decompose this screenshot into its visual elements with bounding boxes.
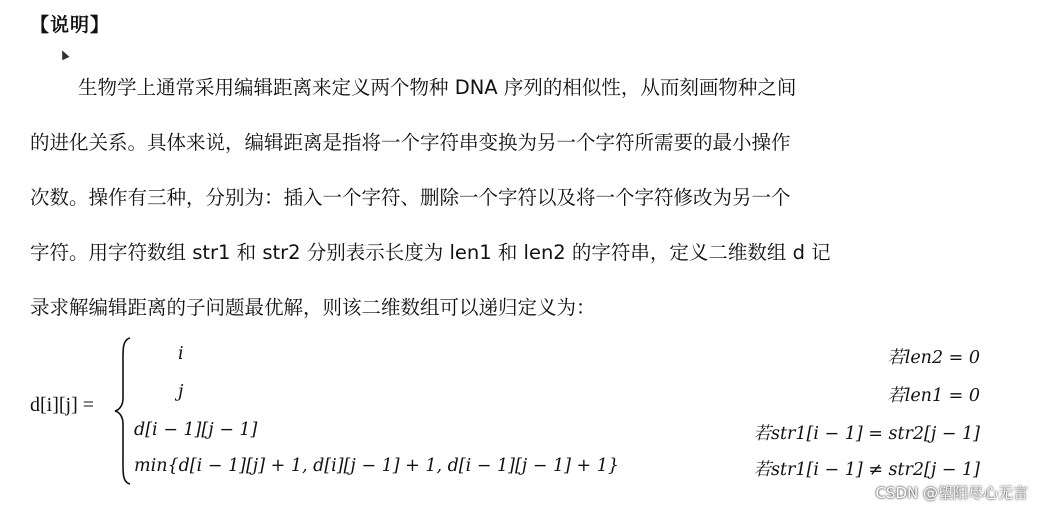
section-heading: 【说明】: [30, 14, 111, 36]
case-expression: min{d[i − 1][j] + 1, d[i][j − 1] + 1, d[i − 1][j − 1] + 1}: [134, 456, 620, 476]
paragraph-line: 的进化关系。具体来说，编辑距离是指将一个字符串变换为另一个字符所需要的最小操作: [30, 131, 791, 154]
mouse-cursor-icon: [58, 49, 69, 61]
paragraph-line: 生物学上通常采用编辑距离来定义两个物种 DNA 序列的相似性，从而刻画物种之间: [78, 76, 797, 99]
left-brace-icon: [114, 336, 132, 486]
watermark: CSDN @望阳尽心无言: [875, 484, 1028, 502]
case-condition: 若str1[i − 1] ≠ str2[j − 1]: [753, 460, 980, 480]
case-condition: 若len2 = 0: [887, 348, 980, 368]
case-condition: 若str1[i − 1] = str2[j − 1]: [753, 424, 980, 444]
recurrence-formula: [30, 336, 1000, 486]
paragraph-line: 次数。操作有三种，分别为：插入一个字符、删除一个字符以及将一个字符修改为另一个: [30, 186, 791, 209]
case-condition: 若len1 = 0: [887, 386, 980, 406]
paragraph-line: 字符。用字符数组 str1 和 str2 分别表示长度为 len1 和 len2 的字符串，定义二维数组 d 记: [30, 241, 831, 264]
case-expression: i: [178, 344, 184, 364]
case-expression: d[i − 1][j − 1]: [134, 420, 258, 440]
description-paragraph: [30, 60, 1005, 335]
paragraph-line: 录求解编辑距离的子问题最优解，则该二维数组可以递归定义为：: [30, 296, 596, 319]
formula-lhs: d[i][j] =: [30, 394, 95, 416]
case-expression: j: [178, 382, 184, 402]
